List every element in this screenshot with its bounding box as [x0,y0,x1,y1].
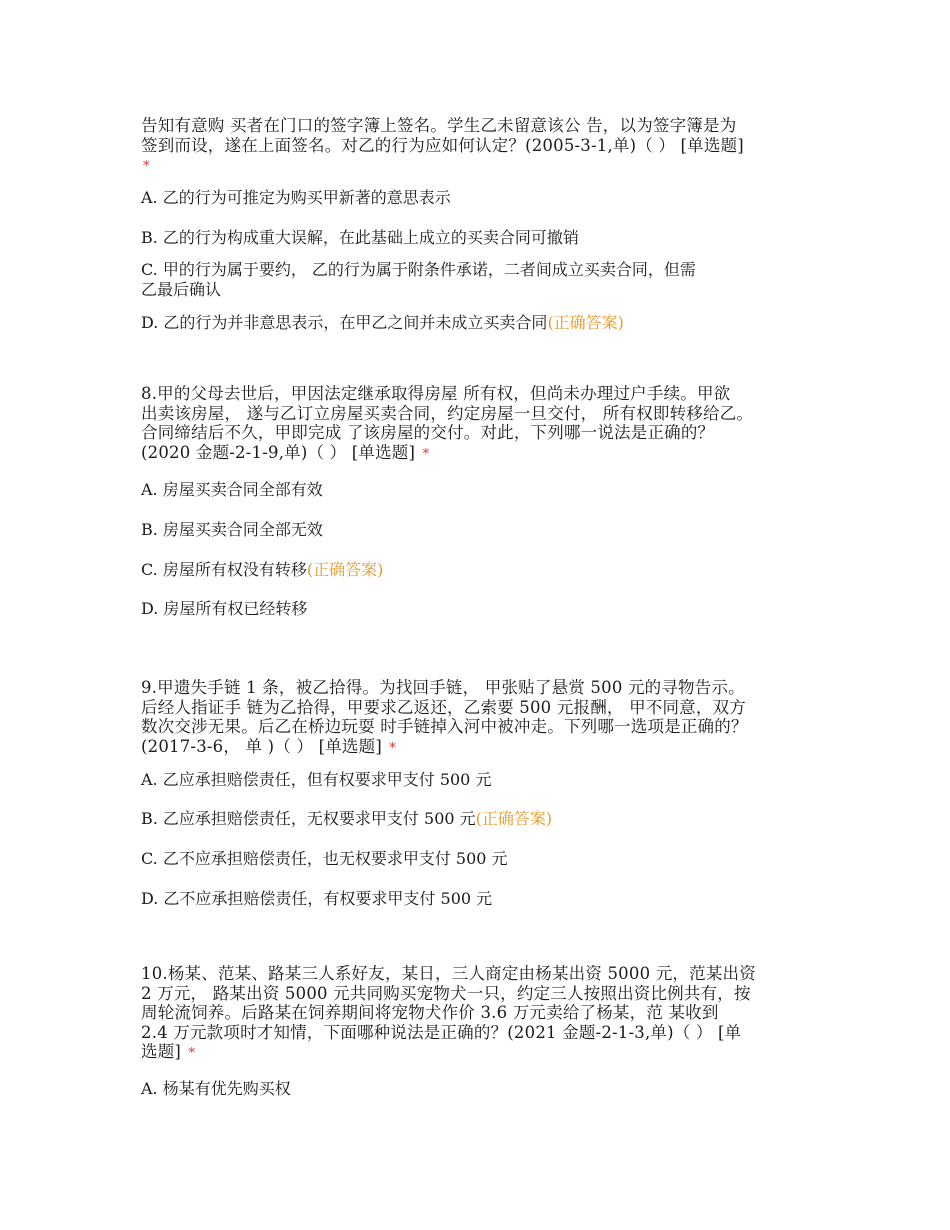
question-8-stem [141,384,831,464]
q8-option-b[interactable]: B. 房屋买卖合同全部无效 [141,520,323,539]
q7-option-d[interactable]: D. 乙的行为并非意思表示，在甲乙之间并未成立买卖合同(正确答案) [141,313,624,332]
correct-answer-tag: (正确答案) [475,809,553,828]
required-mark: * [389,740,397,756]
q8-option-a[interactable]: A. 房屋买卖合同全部有效 [141,480,323,499]
q7-option-c[interactable]: C. 甲的行为属于要约， 乙的行为属于附条件承诺，二者间成立买卖合同，但需 乙最后确认 [141,260,696,299]
q8-option-c[interactable]: C. 房屋所有权没有转移(正确答案) [141,560,384,579]
q10-option-a[interactable]: A. 杨某有优先购买权 [141,1079,291,1098]
q8-option-d[interactable]: D. 房屋所有权已经转移 [141,599,308,618]
stem-line: 签到而设，遂在上面签名。对乙的行为应如何认定？(2005-3-1,单)（ ） [单选题] [141,135,744,155]
stem-line: 合同缔结后不久，甲即完成 了该房屋的交付。对此，下列哪一说法是正确的？ [141,423,715,442]
required-mark: * [188,1046,196,1061]
required-mark: * [422,446,430,462]
q7-option-b[interactable]: B. 乙的行为构成重大误解，在此基础上成立的买卖合同可撤销 [141,228,579,247]
stem-line: 选题] [141,1042,182,1061]
correct-answer-tag: (正确答案) [306,560,384,579]
q9-option-c[interactable]: C. 乙不应承担赔偿责任，也无权要求甲支付 500 元 [141,849,508,868]
q9-option-d[interactable]: D. 乙不应承担赔偿责任，有权要求甲支付 500 元 [141,889,493,908]
stem-line: (2017-3-6， 单 )（ ） [单选题] [141,736,382,756]
stem-line: 出卖该房屋， 遂与乙订立房屋买卖合同，约定房屋一旦交付， 所有权即转移给乙。 [141,403,754,423]
q9-option-a[interactable]: A. 乙应承担赔偿责任，但有权要求甲支付 500 元 [141,770,492,789]
required-mark: * [143,159,150,174]
stem-line: 数次交涉无果。后乙在桥边玩耍 时手链掉入河中被冲走。下列哪一选项是正确的？ [141,717,748,736]
stem-line: 2.4 万元款项时才知情，下面哪种说法是正确的？(2021 金题-2-1-3,单)（ ） [单 [141,1022,742,1042]
stem-line: (2020 金题-2-1-9,单)（ ） [单选题] [141,442,416,462]
q7-option-a[interactable]: A. 乙的行为可推定为购买甲新著的意思表示 [141,188,451,207]
question-9-stem [141,678,831,758]
stem-line: 告知有意购 买者在门口的签字簿上签名。学生乙未留意该公 告，以为签字簿是为 [141,116,737,135]
stem-line: 9.甲遗失手链 1 条，被乙拾得。为找回手链， 甲张贴了悬赏 500 元的寻物告示。 [141,678,745,697]
question-7-stem [141,116,831,177]
stem-line: 周轮流饲养。后路某在饲养期间将宠物犬作价 3.6 万元卖给了杨某，范 某收到 [141,1003,719,1022]
stem-line: 后经人指证手 链为乙拾得，甲要求乙返还，乙索要 500 元报酬， 甲不同意，双方 [141,697,746,717]
stem-line: 10.杨某、范某、路某三人系好友，某日，三人商定由杨某出资 5000 元，范某出资 [141,964,756,983]
stem-line: 2 万元， 路某出资 5000 元共同购买宠物犬一只，约定三人按照出资比例共有，按 [141,983,751,1003]
question-10-stem [141,964,831,1064]
correct-answer-tag: (正确答案) [547,313,624,332]
q9-option-b[interactable]: B. 乙应承担赔偿责任，无权要求甲支付 500 元(正确答案) [141,809,553,828]
stem-line: 8.甲的父母去世后，甲因法定继承取得房屋 所有权，但尚未办理过户手续。甲欲 [141,384,731,403]
